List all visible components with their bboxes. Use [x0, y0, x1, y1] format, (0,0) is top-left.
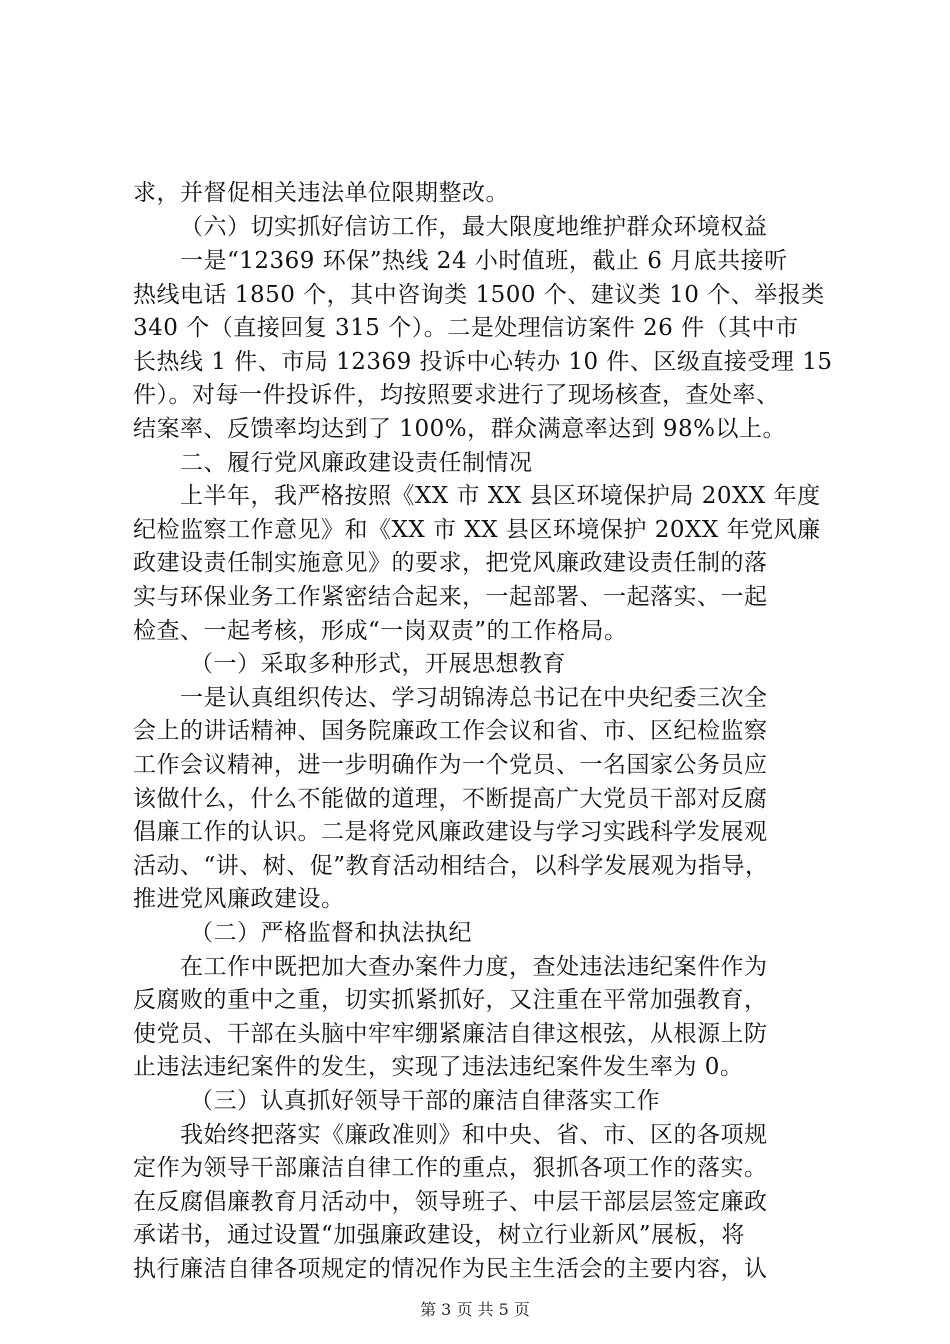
text-line: 执行廉洁自律各项规定的情况作为民主生活会的主要内容，认	[133, 1256, 768, 1282]
text-line: 止违法违纪案件的发生，实现了违法违纪案件发生率为 0。	[133, 1054, 744, 1080]
text-line: 定作为领导干部廉洁自律工作的重点，狠抓各项工作的落实。	[133, 1155, 768, 1181]
text-line: 检查、一起考核，形成“一岗双责”的工作格局。	[133, 618, 628, 644]
text-line: 反腐败的重中之重，切实抓紧抓好，又注重在平常加强教育，	[133, 987, 768, 1013]
text-line: 长热线 1 件、市局 12369 投诉中心转办 10 件、区级直接受理 15	[133, 349, 833, 375]
text-line: 政建设责任制实施意见》的要求，把党风廉政建设责任制的落	[133, 550, 768, 576]
text-line: 实与环保业务工作紧密结合起来，一起部署、一起落实、一起	[133, 584, 768, 610]
text-line: 件）。对每一件投诉件，均按照要求进行了现场核查，查处率、	[133, 382, 780, 408]
section-heading: （一）采取多种形式，开展思想教育	[190, 651, 566, 677]
text-line: 上半年，我严格按照《XX 市 XX 县区环境保护局 20XX 年度	[180, 483, 821, 509]
text-line: 使党员、干部在头脑中牢牢绷紧廉洁自律这根弦，从根源上防	[133, 1021, 768, 1047]
section-heading: （二）严格监督和执法执纪	[190, 920, 472, 946]
text-line: 承诺书，通过设置“加强廉政建设，树立行业新风”展板，将	[133, 1222, 746, 1248]
text-line: 我始终把落实《廉政准则》和中央、省、市、区的各项规	[180, 1122, 768, 1148]
section-heading: （六）切实抓好信访工作，最大限度地维护群众环境权益	[180, 214, 768, 240]
text-line: 在工作中既把加大查办案件力度，查处违法违纪案件作为	[180, 954, 768, 980]
text-line: 活动、“讲、树、促”教育活动相结合，以科学发展观为指导，	[133, 853, 769, 879]
text-line: 会上的讲话精神、国务院廉政工作会议和省、市、区纪检监察	[133, 718, 768, 744]
text-line: 倡廉工作的认识。二是将党风廉政建设与学习实践科学发展观	[133, 819, 768, 845]
section-heading: 二、履行党风廉政建设责任制情况	[180, 450, 533, 476]
text-line: 在反腐倡廉教育月活动中，领导班子、中层干部层层签定廉政	[133, 1189, 768, 1215]
text-line: 一是认真组织传达、学习胡锦涛总书记在中央纪委三次全	[180, 685, 768, 711]
text-line: 结案率、反馈率均达到了 100%，群众满意率达到 98%以上。	[133, 416, 786, 442]
text-line: 热线电话 1850 个，其中咨询类 1500 个、建议类 10 个、举报类	[133, 282, 825, 308]
text-line: 纪检监察工作意见》和《XX 市 XX 县区环境保护 20XX 年党风廉	[133, 517, 821, 543]
text-line: 工作会议精神，进一步明确作为一个党员、一名国家公务员应	[133, 752, 768, 778]
text-line: 推进党风廉政建设。	[133, 886, 345, 912]
page-footer: 第 3 页 共 5 页	[420, 1300, 530, 1319]
section-heading: （三）认真抓好领导干部的廉洁自律落实工作	[190, 1088, 660, 1114]
text-line: 求，并督促相关违法单位限期整改。	[133, 180, 509, 206]
text-line: 一是“12369 环保”热线 24 小时值班，截止 6 月底共接听	[180, 248, 788, 274]
text-line: 该做什么，什么不能做的道理，不断提高广大党员干部对反腐	[133, 786, 768, 812]
text-line: 340 个（直接回复 315 个）。二是处理信访案件 26 件（其中市	[133, 315, 799, 341]
